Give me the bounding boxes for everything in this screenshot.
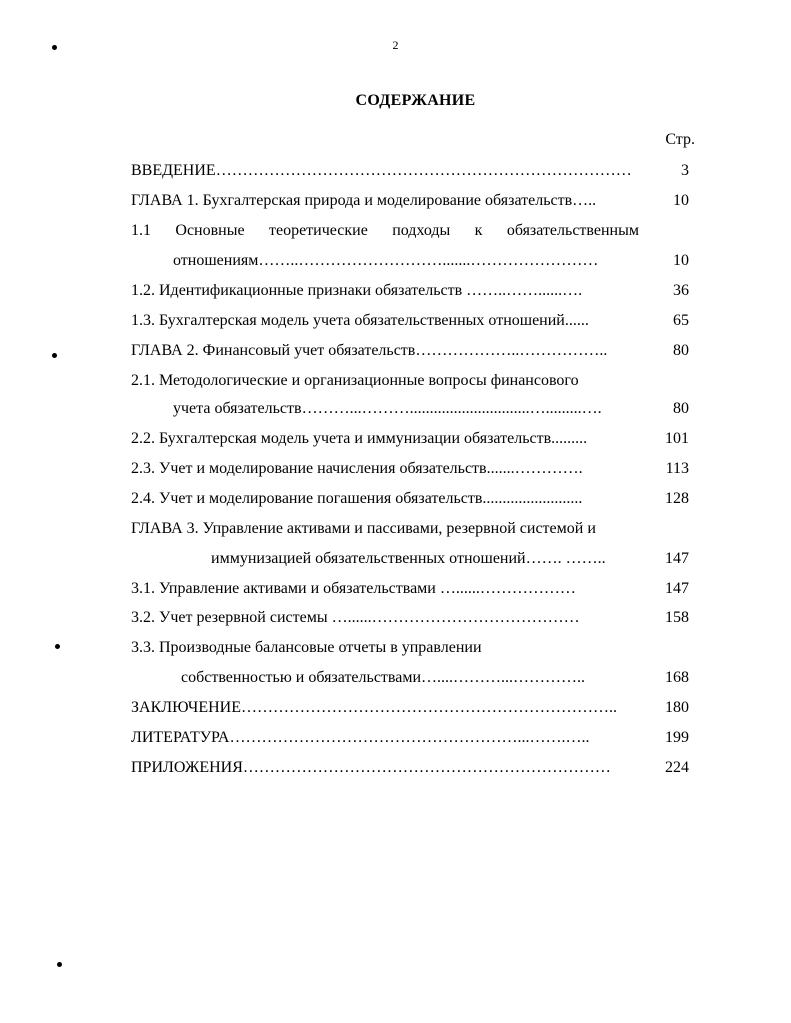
toc-row-chapter-3-cont [0, 547, 791, 571]
toc-row-section-2-1-cont [0, 397, 791, 421]
toc-entry-text: 1.2. Идентификационные признаки обязательств ……..……......…. [131, 282, 583, 299]
toc-entry-text: учета обязательств………...………..............................….........…. [173, 400, 602, 417]
toc-entry-page: 3 [681, 162, 689, 179]
toc-entry-text: ГЛАВА 2. Финансовый учет обязательств………………..…………….. [131, 342, 608, 359]
toc-entry-text: ГЛАВА 3. Управление активами и пассивами, резервной системой и [131, 520, 596, 537]
toc-row-section-3-2 [0, 606, 791, 630]
toc-entry-page: 36 [673, 282, 689, 299]
toc-row-section-1-3 [0, 309, 791, 333]
toc-entry-page: 80 [673, 342, 689, 359]
toc-entry-text: 3.3. Производные балансовые отчеты в управлении [131, 639, 482, 656]
toc-row-appendices [0, 756, 791, 780]
toc-row-section-3-3-cont [0, 666, 791, 690]
toc-entry-text: 2.4. Учет и моделирование погашения обязательств......................... [131, 490, 583, 507]
toc-word: подходы [392, 222, 451, 239]
toc-entry-text: ЛИТЕРАТУРА………………………………………………...…….….. [131, 729, 590, 746]
toc-entry-text: 2.1. Методологические и организационные вопросы финансового [131, 372, 579, 389]
toc-entry-text [131, 219, 639, 243]
toc-entry-page: 199 [665, 729, 689, 746]
toc-row-section-1-2 [0, 279, 791, 303]
toc-row-section-2-2 [0, 427, 791, 451]
toc-entry-page: 128 [665, 490, 689, 507]
toc-row-section-3-3 [0, 636, 791, 660]
page-column-header: Стр. [665, 131, 695, 148]
scan-mark [52, 353, 57, 358]
toc-entry-page: 147 [665, 580, 689, 597]
toc-entry-page: 10 [673, 192, 689, 209]
toc-entry-page: 10 [673, 252, 689, 269]
toc-entry-text: ВВЕДЕНИЕ…………………………………………………………………… [131, 162, 632, 179]
toc-row-section-2-1 [0, 369, 791, 393]
toc-entry-page: 65 [673, 312, 689, 329]
toc-word: 1.1 [131, 222, 151, 239]
toc-word: к [474, 222, 483, 239]
toc-entry-page: 180 [665, 699, 689, 716]
toc-entry-text: ЗАКЛЮЧЕНИЕ…………………………………………………………….. [131, 699, 617, 716]
toc-entry-page: 101 [665, 430, 689, 447]
toc-row-section-2-3 [0, 457, 791, 481]
toc-entry-page: 168 [665, 669, 689, 686]
toc-word: теоретические [268, 222, 368, 239]
toc-row-section-1-1 [0, 219, 791, 243]
toc-row-introduction [0, 159, 791, 183]
toc-entry-text: 2.2. Бухгалтерская модель учета и иммунизации обязательств......... [131, 430, 588, 447]
toc-entry-text: ПРИЛОЖЕНИЯ…………………………………………………………… [131, 759, 611, 776]
toc-row-chapter-1 [0, 189, 791, 213]
toc-row-conclusion [0, 696, 791, 720]
toc-entry-text: 3.1. Управление активами и обязательствами …......……………… [131, 580, 576, 597]
toc-entry-page: 158 [665, 609, 689, 626]
toc-row-section-2-4 [0, 487, 791, 511]
page-number: 2 [392, 38, 399, 52]
scan-mark [55, 644, 60, 649]
toc-entry-text: собственностью и обязательствами…....………...………….. [181, 669, 586, 686]
toc-entry-text: отношениям……..……………………….......…………………… [173, 252, 599, 269]
toc-entry-text: 2.3. Учет и моделирование начисления обязательств.......…………. [131, 460, 583, 477]
toc-entry-text: 3.2. Учет резервной системы …......………………………………… [131, 609, 580, 626]
toc-entry-page: 147 [665, 550, 689, 567]
toc-row-chapter-3 [0, 517, 791, 541]
toc-entry-text: ГЛАВА 1. Бухгалтерская природа и моделирование обязательств….. [131, 192, 597, 209]
toc-row-literature [0, 726, 791, 750]
toc-row-section-1-1-cont [0, 249, 791, 273]
toc-entry-page: 80 [673, 400, 689, 417]
toc-row-section-3-1 [0, 577, 791, 601]
toc-entry-page: 224 [665, 759, 689, 776]
scan-mark [57, 962, 62, 967]
toc-entry-text: 1.3. Бухгалтерская модель учета обязательственных отношений...... [131, 312, 589, 329]
toc-word: Основные [175, 222, 245, 239]
toc-word: обязательственным [506, 222, 639, 239]
toc-row-chapter-2 [0, 339, 791, 363]
toc-entry-text: иммунизацией обязательственных отношений……. …….. [211, 550, 606, 567]
scan-mark [52, 45, 57, 50]
document-title: СОДЕРЖАНИЕ [355, 92, 476, 109]
toc-entry-page: 113 [665, 460, 689, 477]
